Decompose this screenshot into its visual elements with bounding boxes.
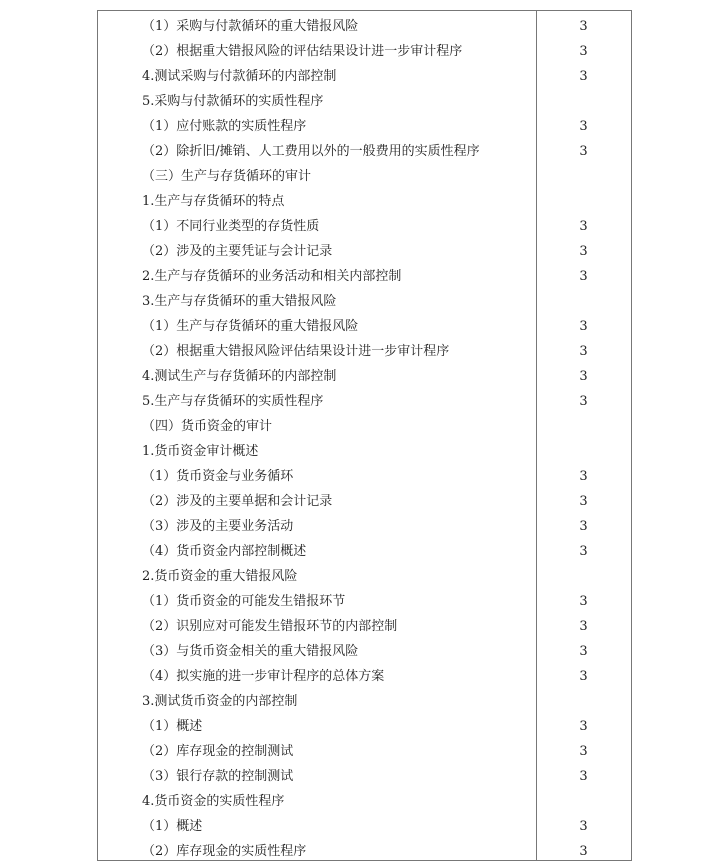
row-topic: （2）根据重大错报风险的评估结果设计进一步审计程序 [142, 44, 463, 59]
row-hours: 3 [579, 844, 588, 859]
row-hours: 3 [579, 319, 588, 334]
table-row [98, 364, 631, 389]
row-topic: （1）生产与存货循环的重大错报风险 [142, 319, 359, 334]
table-row [98, 739, 631, 764]
row-hours: 3 [579, 394, 588, 409]
row-topic: 4.测试生产与存货循环的内部控制 [142, 369, 337, 384]
row-hours: 3 [579, 494, 588, 509]
row-topic: （三）生产与存货循环的审计 [142, 169, 312, 184]
table-row [98, 464, 631, 489]
row-topic: 5.采购与付款循环的实质性程序 [142, 94, 324, 109]
table-row [98, 114, 631, 139]
table-row [98, 289, 631, 314]
row-topic: （3）银行存款的控制测试 [142, 769, 294, 784]
table-row [98, 514, 631, 539]
row-topic: （2）涉及的主要凭证与会计记录 [142, 244, 333, 259]
table-row [98, 814, 631, 839]
row-topic: （3）涉及的主要业务活动 [142, 519, 294, 534]
row-topic: （2）根据重大错报风险评估结果设计进一步审计程序 [142, 344, 450, 359]
table-row [98, 239, 631, 264]
row-hours: 3 [579, 69, 588, 84]
row-topic: （3）与货币资金相关的重大错报风险 [142, 644, 359, 659]
row-hours: 3 [579, 744, 588, 759]
row-topic: （1）概述 [142, 819, 203, 834]
row-hours: 3 [579, 219, 588, 234]
row-hours: 3 [579, 469, 588, 484]
row-topic: （4）拟实施的进一步审计程序的总体方案 [142, 669, 385, 684]
table-row [98, 564, 631, 589]
row-topic: 4.货币资金的实质性程序 [142, 794, 285, 809]
row-topic: 1.货币资金审计概述 [142, 444, 259, 459]
row-topic: （2）除折旧/摊销、人工费用以外的一般费用的实质性程序 [142, 144, 480, 159]
table-row [98, 664, 631, 689]
row-topic: （1）应付账款的实质性程序 [142, 119, 307, 134]
row-hours: 3 [579, 119, 588, 134]
row-topic: 5.生产与存货循环的实质性程序 [142, 394, 324, 409]
row-topic: 2.货币资金的重大错报风险 [142, 569, 298, 584]
table-row [98, 189, 631, 214]
row-hours: 3 [579, 769, 588, 784]
row-topic: （1）采购与付款循环的重大错报风险 [142, 19, 359, 34]
row-hours: 3 [579, 669, 588, 684]
table-row [98, 789, 631, 814]
table-row [98, 764, 631, 789]
row-topic: （2）涉及的主要单据和会计记录 [142, 494, 333, 509]
row-topic: （1）概述 [142, 719, 203, 734]
table-row [98, 39, 631, 64]
row-topic: （1）货币资金与业务循环 [142, 469, 294, 484]
row-hours: 3 [579, 544, 588, 559]
table-row [98, 139, 631, 164]
row-hours: 3 [579, 594, 588, 609]
table-row [98, 64, 631, 89]
table-row [98, 339, 631, 364]
row-topic: （四）货币资金的审计 [142, 419, 273, 434]
table-row [98, 14, 631, 39]
table-row [98, 414, 631, 439]
table-row [98, 589, 631, 614]
table-row [98, 539, 631, 564]
row-hours: 3 [579, 44, 588, 59]
row-topic: （2）库存现金的控制测试 [142, 744, 294, 759]
table-row [98, 439, 631, 464]
row-hours: 3 [579, 719, 588, 734]
row-topic: （1）货币资金的可能发生错报环节 [142, 594, 346, 609]
row-hours: 3 [579, 269, 588, 284]
table-row [98, 689, 631, 714]
row-hours: 3 [579, 644, 588, 659]
row-topic: 2.生产与存货循环的业务活动和相关内部控制 [142, 269, 402, 284]
row-hours: 3 [579, 369, 588, 384]
row-hours: 3 [579, 619, 588, 634]
row-hours: 3 [579, 519, 588, 534]
table-row [98, 314, 631, 339]
row-hours: 3 [579, 19, 588, 34]
row-hours: 3 [579, 344, 588, 359]
table-row [98, 714, 631, 739]
row-topic: （4）货币资金内部控制概述 [142, 544, 307, 559]
row-topic: 3.测试货币资金的内部控制 [142, 694, 298, 709]
table-row [98, 214, 631, 239]
row-topic: （2）识别应对可能发生错报环节的内部控制 [142, 619, 398, 634]
row-hours: 3 [579, 144, 588, 159]
table-row [98, 389, 631, 414]
row-hours: 3 [579, 819, 588, 834]
row-topic: （2）库存现金的实质性程序 [142, 844, 307, 859]
row-topic: 1.生产与存货循环的特点 [142, 194, 285, 209]
row-topic: 4.测试采购与付款循环的内部控制 [142, 69, 337, 84]
table-row [98, 639, 631, 664]
table-row [98, 164, 631, 189]
table-row [98, 839, 631, 864]
row-topic: 3.生产与存货循环的重大错报风险 [142, 294, 337, 309]
syllabus-table [97, 10, 632, 861]
table-row [98, 264, 631, 289]
row-topic: （1）不同行业类型的存货性质 [142, 219, 320, 234]
table-row [98, 614, 631, 639]
table-row [98, 489, 631, 514]
table-row [98, 89, 631, 114]
row-hours: 3 [579, 244, 588, 259]
